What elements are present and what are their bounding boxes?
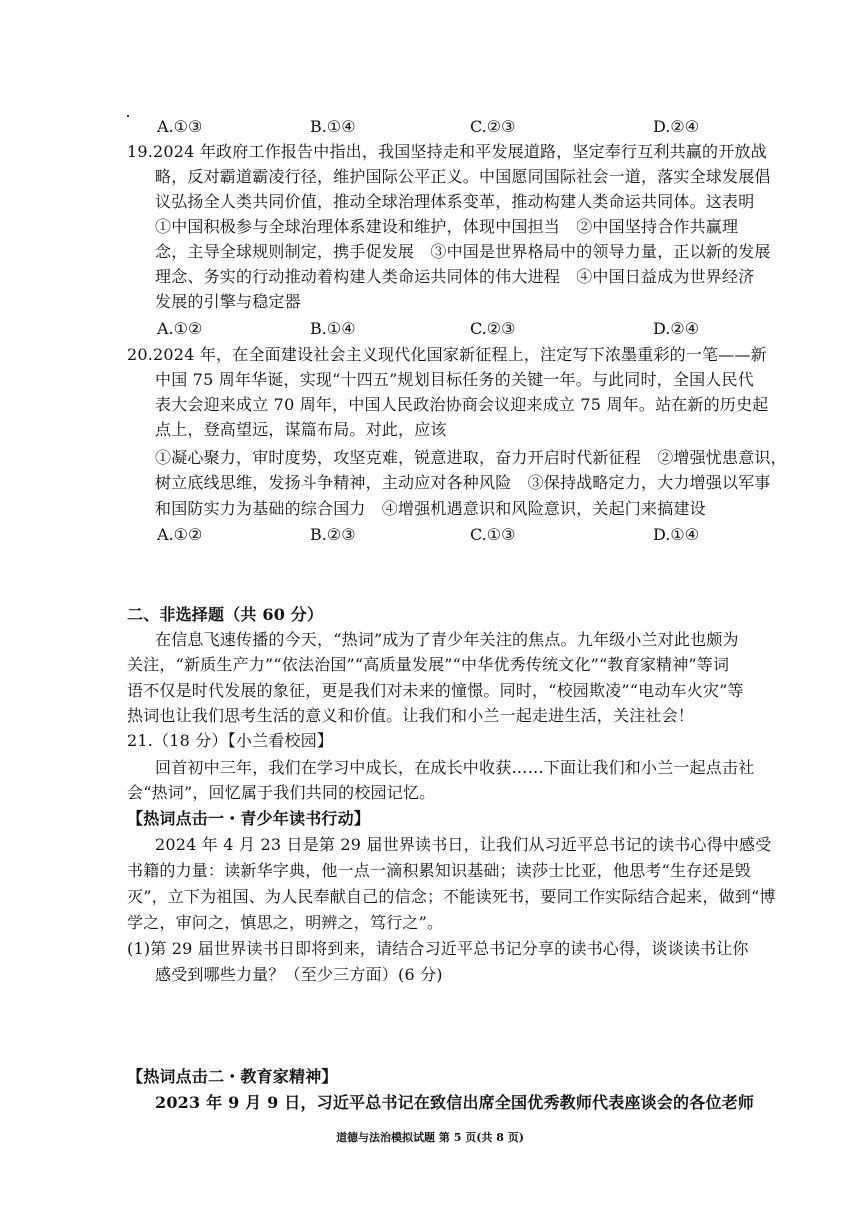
q19-option-a: A.①② <box>157 319 203 338</box>
q20-option-d: D.①④ <box>653 525 700 544</box>
q19-line-5: 念，主导全球规则制定，携手促发展 ③中国是世界格局中的领导力量，正以新的发展 <box>155 242 771 261</box>
hot2-title: 【热词点击二・教育家精神】 <box>127 1067 338 1086</box>
scan-speck <box>127 115 129 117</box>
q19-option-c: C.②③ <box>470 319 516 338</box>
part2-intro-line-1: 在信息飞速传播的今天，“热词”成为了青少年关注的焦点。九年级小兰对此也颇为 <box>155 630 739 649</box>
q19-line-3: 议弘扬全人类共同价值，推动全球治理体系变革，推动构建人类命运共同体。这表明 <box>155 192 755 211</box>
q19-line-4: ①中国积极参与全球治理体系建设和维护，体现中国担当 ②中国坚持合作共赢理 <box>155 217 739 236</box>
q20-line-2: 中国 75 周年华诞，实现“十四五”规划目标任务的关键一年。与此同时，全国人民代 <box>155 370 754 389</box>
hot1-text-line-4: 学之，审问之，慎思之，明辨之，笃行之”。 <box>127 913 444 932</box>
part2-intro-line-4: 热词也让我们思考生活的意义和价值。让我们和小兰一起走进生活，关注社会！ <box>127 706 695 725</box>
q20-line-1: 20.2024 年，在全面建设社会主义现代化国家新征程上，注定写下浓墨重彩的一笔——新 <box>127 345 767 364</box>
q21-sub1-line-2: 感受到哪些力量？（至少三方面）(6 分) <box>155 965 443 984</box>
q21-intro-line-1: 回首初中三年，我们在学习中成长，在成长中收获……下面让我们和小兰一起点击社 <box>155 758 755 777</box>
q20-line-7: 和国防实力为基础的综合国力 ④增强机遇意识和风险意识，关起门来搞建设 <box>155 499 706 518</box>
q20-option-a: A.①② <box>157 525 203 544</box>
q20-option-b: B.②③ <box>310 525 356 544</box>
q19-line-1: 19.2024 年政府工作报告中指出，我国坚持走和平发展道路，坚定奉行互利共赢的开放战 <box>127 142 767 161</box>
q21-intro-line-2: 会“热词”，回忆属于我们共同的校园记忆。 <box>127 783 436 802</box>
hot1-text-line-1: 2024 年 4 月 23 日是第 29 届世界读书日，让我们从习近平总书记的读书心得中感受 <box>155 835 772 854</box>
q19-option-b: B.①④ <box>310 319 356 338</box>
hot1-text-line-3: 灭”，立下为祖国、为人民奉献自己的信念；不能读死书，要同工作实际结合起来，做到“博 <box>127 887 776 906</box>
q19-option-d: D.②④ <box>653 319 700 338</box>
q19-line-2: 略，反对霸道霸凌行径，维护国际公平正义。中国愿同国际社会一道，落实全球发展倡 <box>155 167 771 186</box>
part2-intro-line-2: 关注，“新质生产力”“依法治国”“高质量发展”“中华优秀传统文化”“教育家精神”等词 <box>127 655 730 674</box>
q19-line-7: 发展的引擎与稳定器 <box>155 292 301 311</box>
page-footer: 道德与法治模拟试题 第 5 页(共 8 页) <box>336 1131 524 1144</box>
q20-option-c: C.①③ <box>470 525 516 544</box>
q20-line-5: ①凝心聚力，审时度势，攻坚克难，锐意进取，奋力开启时代新征程 ②增强忧患意识， <box>155 448 787 467</box>
q18-option-c: C.②③ <box>470 117 516 136</box>
q20-line-3: 表大会迎来成立 70 周年，中国人民政治协商会议迎来成立 75 周年。站在新的历史起 <box>155 395 769 414</box>
q20-line-4: 点上，登高望远，谋篇布局。对此，应该 <box>155 420 447 439</box>
q18-option-b: B.①④ <box>310 117 356 136</box>
hot1-title: 【热词点击一・青少年读书行动】 <box>127 809 371 828</box>
q21-sub1-line-1: (1)第 29 届世界读书日即将到来，请结合习近平总书记分享的读书心得，谈谈读书让你 <box>127 939 749 958</box>
q20-line-6: 树立底线思维，发扬斗争精神，主动应对各种风险 ③保持战略定力，大力增强以军事 <box>155 473 771 492</box>
part2-intro-line-3: 语不仅是时代发展的象征，更是我们对未来的憧憬。同时，“校园欺凌”“电动车火灾”等 <box>127 681 744 700</box>
hot1-text-line-2: 书籍的力量：读新华字典，他一点一滴积累知识基础；读莎士比亚，他思考“生存还是毁 <box>127 861 751 880</box>
q18-option-d: D.②④ <box>653 117 700 136</box>
q21-title: 21.（18 分）【小兰看校园】 <box>127 731 334 750</box>
q19-line-6: 理念、务实的行动推动着构建人类命运共同体的伟大进程 ④中国日益成为世界经济 <box>155 267 755 286</box>
hot2-text-line-1: 2023 年 9 月 9 日，习近平总书记在致信出席全国优秀教师代表座谈会的各位老师 <box>155 1093 755 1112</box>
q18-option-a: A.①③ <box>157 117 203 136</box>
part2-heading: 二、非选择题（共 60 分） <box>127 605 324 624</box>
